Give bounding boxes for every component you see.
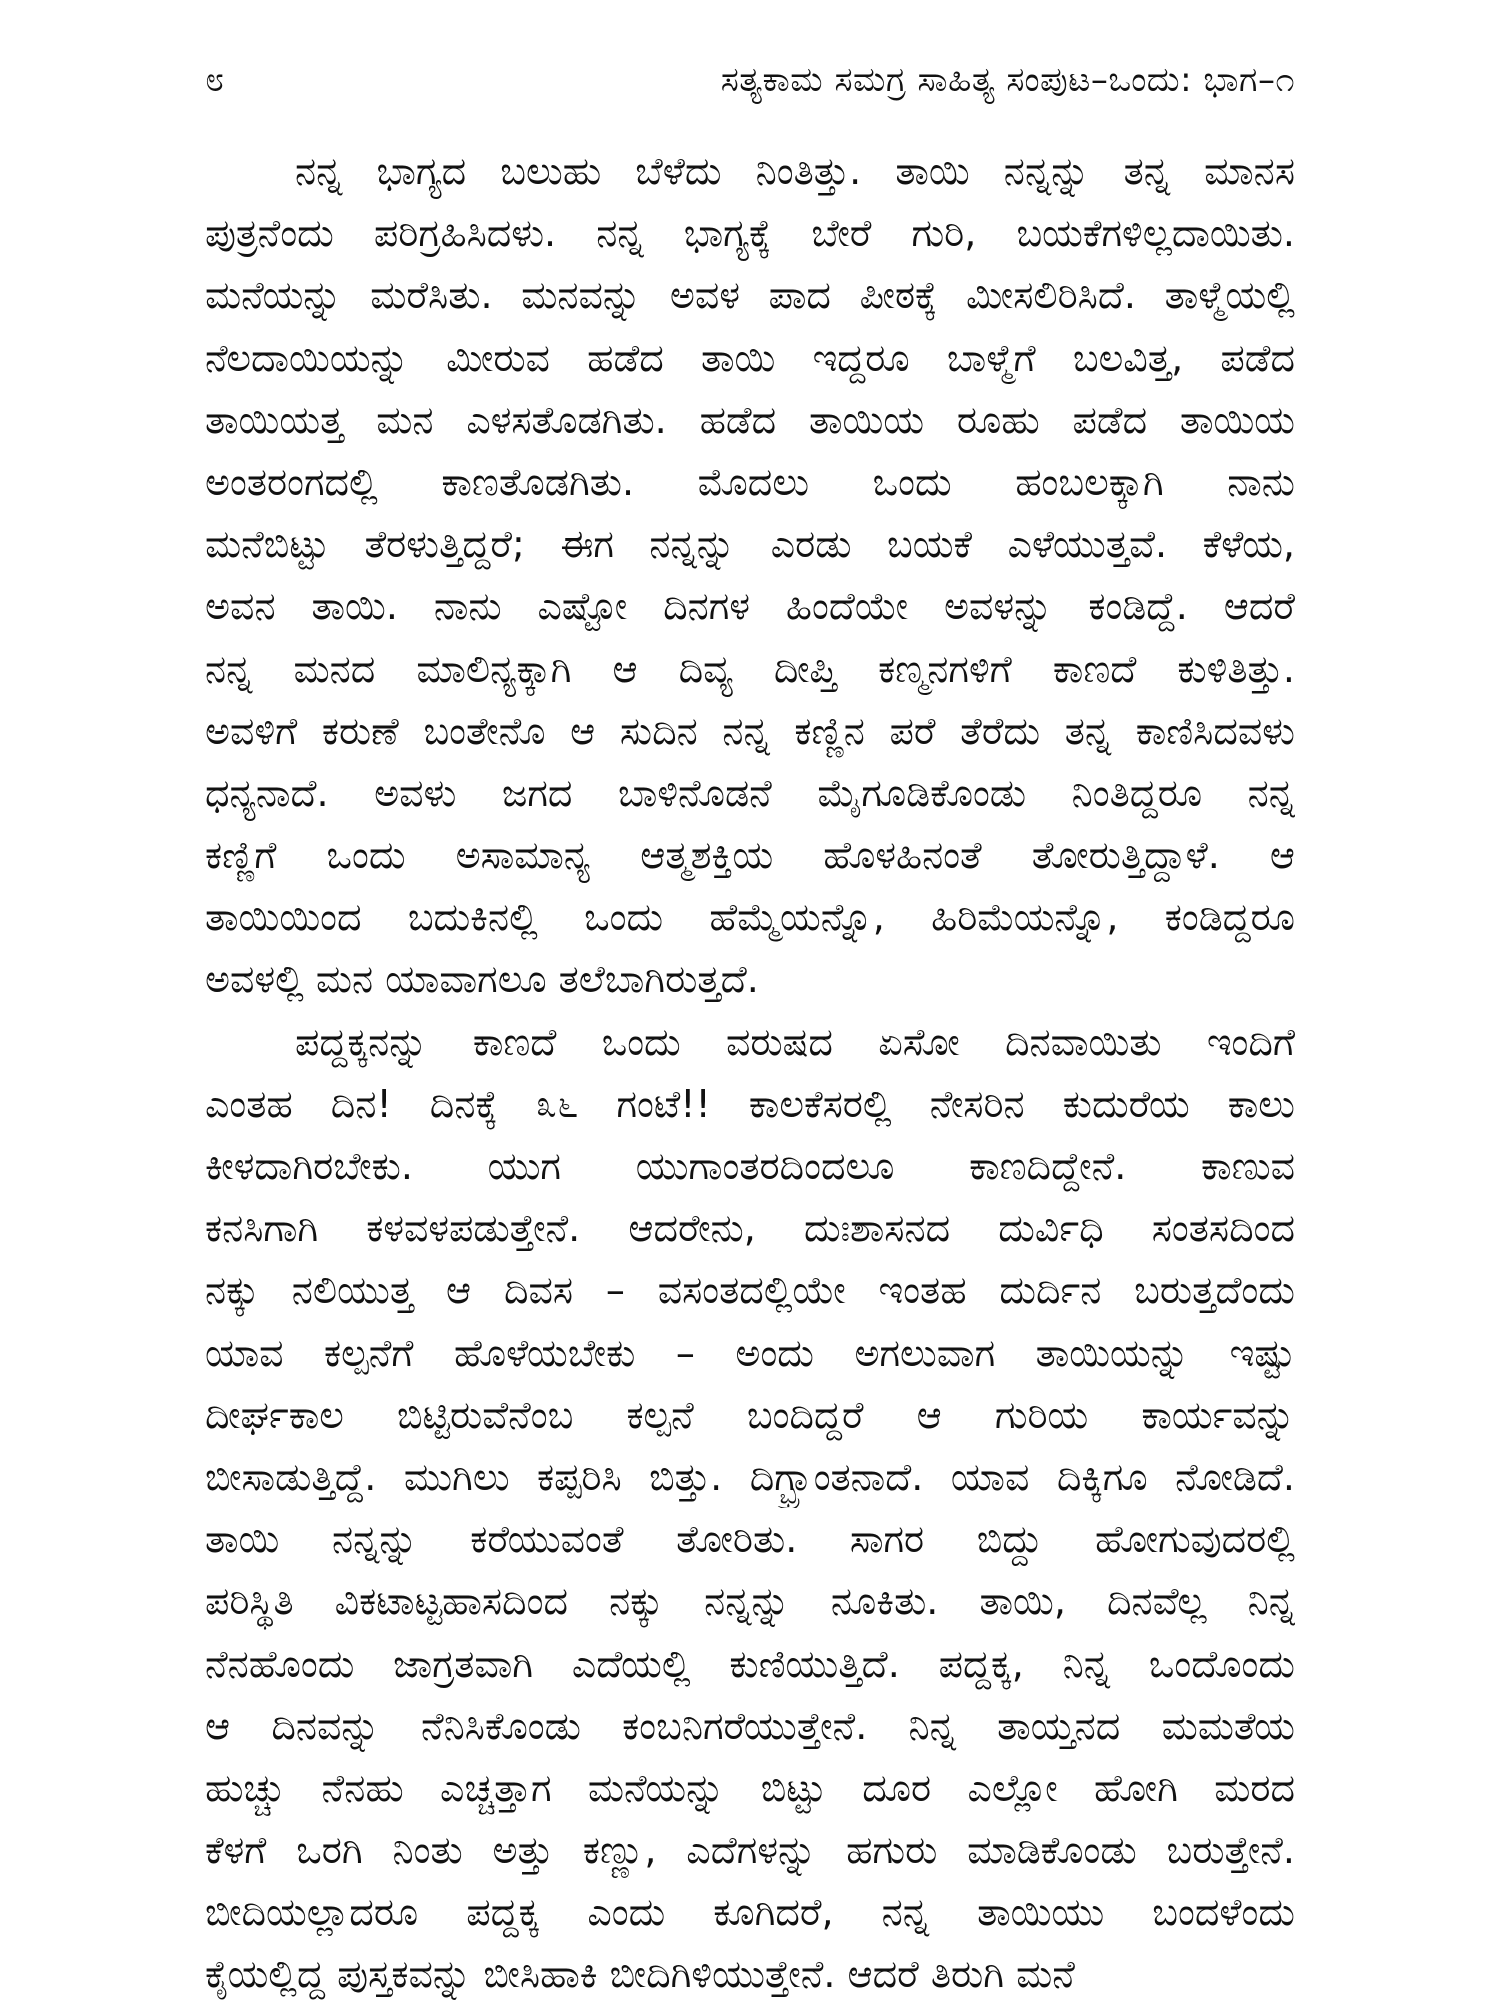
running-title: ಸತ್ಯಕಾಮ ಸಮಗ್ರ ಸಾಹಿತ್ಯ ಸಂಪುಟ–ಒಂದು: ಭಾಗ–೧ [720, 60, 1295, 100]
text-line: ಕೈಯಲ್ಲಿದ್ದ ಪುಸ್ತಕವನ್ನು ಬೀಸಿಹಾಕಿ ಬೀದಿಗಿಳಿಯುತ್ತೇನೆ. ಆದರೆ ತಿರುಗಿ ಮನೆ [205, 1952, 1075, 1997]
text-line: ಬೀದಿಯಲ್ಲಾದರೂ ಪದ್ದಕ್ಕ ಎಂದು ಕೂಗಿದರೆ, ನನ್ನ ತಾಯಿಯು ಬಂದಳೆಂದು [205, 1890, 1295, 1935]
text-line: ದೀರ್ಘಕಾಲ ಬಿಟ್ಟಿರುವೆನೆಂಬ ಕಲ್ಪನೆ ಬಂದಿದ್ದರೆ ಆ ಗುರಿಯ ಕಾರ್ಯವನ್ನು [205, 1392, 1295, 1437]
text-line: ಎಂತಹ ದಿನ! ದಿನಕ್ಕೆ ೩೬ ಗಂಟೆ!! ಕಾಲಕೆಸರಲ್ಲಿ ನೇಸರಿನ ಕುದುರೆಯ ಕಾಲು [205, 1081, 1295, 1126]
text-line: ಅವನ ತಾಯಿ. ನಾನು ಎಷ್ಟೋ ದಿನಗಳ ಹಿಂದೆಯೇ ಅವಳನ್ನು ಕಂಡಿದ್ದೆ. ಆದರೆ [205, 584, 1295, 629]
text-line: ತಾಯಿಯಿಂದ ಬದುಕಿನಲ್ಲಿ ಒಂದು ಹೆಮ್ಮೆಯನ್ನೊ, ಹಿರಿಮೆಯನ್ನೊ, ಕಂಡಿದ್ದರೂ [205, 895, 1295, 940]
text-line: ನನ್ನ ಭಾಗ್ಯದ ಬಲುಹು ಬೆಳೆದು ನಿಂತಿತ್ತು. ತಾಯಿ ನನ್ನನ್ನು ತನ್ನ ಮಾನಸ [295, 149, 1295, 193]
text-line: ಪರಿಸ್ಥಿತಿ ವಿಕಟಾಟ್ಟಹಾಸದಿಂದ ನಕ್ಕು ನನ್ನನ್ನು ನೂಕಿತು. ತಾಯಿ, ದಿನವೆಲ್ಲ ನಿನ್ನ [205, 1579, 1295, 1624]
text-line: ನೆಲದಾಯಿಯನ್ನು ಮೀರುವ ಹಡೆದ ತಾಯಿ ಇದ್ದರೂ ಬಾಳ್ಮೆಗೆ ಬಲವಿತ್ತ, ಪಡೆದ [205, 335, 1295, 380]
text-line: ನೆನಹೊಂದು ಜಾಗ್ರತವಾಗಿ ಎದೆಯಲ್ಲಿ ಕುಣಿಯುತ್ತಿದೆ. ಪದ್ದಕ್ಕ, ನಿನ್ನ ಒಂದೊಂದು [205, 1641, 1295, 1686]
page-header [205, 40, 1295, 100]
text-line: ತಾಯಿ ನನ್ನನ್ನು ಕರೆಯುವಂತೆ ತೋರಿತು. ಸಾಗರ ಬಿದ್ದು ಹೋಗುವುದರಲ್ಲಿ [205, 1517, 1295, 1562]
text-line: ತಾಯಿಯತ್ತ ಮನ ಎಳಸತೊಡಗಿತು. ಹಡೆದ ತಾಯಿಯ ರೂಹು ಪಡೆದ ತಾಯಿಯ [205, 397, 1295, 442]
text-line: ನಕ್ಕು ನಲಿಯುತ್ತ ಆ ದಿವಸ – ವಸಂತದಲ್ಲಿಯೇ ಇಂತಹ ದುರ್ದಿನ ಬರುತ್ತದೆಂದು [205, 1268, 1295, 1313]
text-line: ಮನೆಯನ್ನು ಮರೆಸಿತು. ಮನವನ್ನು ಅವಳ ಪಾದ ಪೀಠಕ್ಕೆ ಮೀಸಲಿರಿಸಿದೆ. ತಾಳ್ಮೆಯಲ್ಲಿ [205, 273, 1295, 318]
page-number: ೮ [205, 60, 225, 100]
text-line: ಕೀಳದಾಗಿರಬೇಕು. ಯುಗ ಯುಗಾಂತರದಿಂದಲೂ ಕಾಣದಿದ್ದೇನೆ. ಕಾಣುವ [205, 1144, 1295, 1188]
body-text [205, 140, 1295, 2006]
text-line: ಬೀಸಾಡುತ್ತಿದ್ದೆ. ಮುಗಿಲು ಕಪ್ಪರಿಸಿ ಬಿತ್ತು. ದಿಗ್ಭ್ರಾಂತನಾದೆ. ಯಾವ ದಿಕ್ಕಿಗೂ ನೋಡಿದೆ. [205, 1454, 1295, 1499]
text-line: ಕೆಳಗೆ ಒರಗಿ ನಿಂತು ಅತ್ತು ಕಣ್ಣು, ಎದೆಗಳನ್ನು ಹಗುರು ಮಾಡಿಕೊಂಡು ಬರುತ್ತೇನೆ. [205, 1828, 1295, 1873]
text-line: ಯಾವ ಕಲ್ಪನೆಗೆ ಹೊಳೆಯಬೇಕು – ಅಂದು ಅಗಲುವಾಗ ತಾಯಿಯನ್ನು ಇಷ್ಟು [205, 1330, 1295, 1375]
text-line: ಮನೆಬಿಟ್ಟು ತೆರಳುತ್ತಿದ್ದರೆ; ಈಗ ನನ್ನನ್ನು ಎರಡು ಬಯಕೆ ಎಳೆಯುತ್ತವೆ. ಕೆಳೆಯ, [205, 522, 1295, 567]
text-line: ಕಣ್ಣಿಗೆ ಒಂದು ಅಸಾಮಾನ್ಯ ಆತ್ಮಶಕ್ತಿಯ ಹೊಳಹಿನಂತೆ ತೋರುತ್ತಿದ್ದಾಳೆ. ಆ [205, 833, 1295, 878]
text-line: ಪದ್ದಕ್ಕನನ್ನು ಕಾಣದೆ ಒಂದು ವರುಷದ ಏಸೋ ದಿನವಾಯಿತು ಇಂದಿಗೆ [295, 1019, 1295, 1064]
text-line: ಅವಳಲ್ಲಿ ಮನ ಯಾವಾಗಲೂ ತಲೆಬಾಗಿರುತ್ತದೆ. [205, 957, 759, 1002]
text-line: ಕನಸಿಗಾಗಿ ಕಳವಳಪಡುತ್ತೇನೆ. ಆದರೇನು, ದುಃಶಾಸನದ ದುರ್ವಿಧಿ ಸಂತಸದಿಂದ [205, 1206, 1295, 1251]
text-line: ಆ ದಿನವನ್ನು ನೆನಿಸಿಕೊಂಡು ಕಂಬನಿಗರೆಯುತ್ತೇನೆ. ನಿನ್ನ ತಾಯ್ತನದ ಮಮತೆಯ [205, 1703, 1295, 1748]
text-line: ಅವಳಿಗೆ ಕರುಣೆ ಬಂತೇನೊ ಆ ಸುದಿನ ನನ್ನ ಕಣ್ಣಿನ ಪರೆ ತೆರೆದು ತನ್ನ ಕಾಣಿಸಿದವಳು [205, 708, 1295, 753]
text-line: ಪುತ್ರನೆಂದು ಪರಿಗ್ರಹಿಸಿದಳು. ನನ್ನ ಭಾಗ್ಯಕ್ಕೆ ಬೇರೆ ಗುರಿ, ಬಯಕೆಗಳಿಲ್ಲದಾಯಿತು. [205, 211, 1295, 256]
text-line: ನನ್ನ ಮನದ ಮಾಲಿನ್ಯಕ್ಕಾಗಿ ಆ ದಿವ್ಯ ದೀಪ್ತಿ ಕಣ್ಮನಗಳಿಗೆ ಕಾಣದೆ ಕುಳಿತಿತ್ತು. [205, 646, 1295, 691]
text-line: ಧನ್ಯನಾದೆ. ಅವಳು ಜಗದ ಬಾಳಿನೊಡನೆ ಮೈಗೂಡಿಕೊಂಡು ನಿಂತಿದ್ದರೂ ನನ್ನ [205, 770, 1295, 815]
text-line: ಹುಚ್ಚು ನೆನಹು ಎಚ್ಚತ್ತಾಗ ಮನೆಯನ್ನು ಬಿಟ್ಟು ದೂರ ಎಲ್ಲೋ ಹೋಗಿ ಮರದ [205, 1765, 1295, 1810]
text-line: ಅಂತರಂಗದಲ್ಲಿ ಕಾಣತೊಡಗಿತು. ಮೊದಲು ಒಂದು ಹಂಬಲಕ್ಕಾಗಿ ನಾನು [205, 459, 1295, 504]
